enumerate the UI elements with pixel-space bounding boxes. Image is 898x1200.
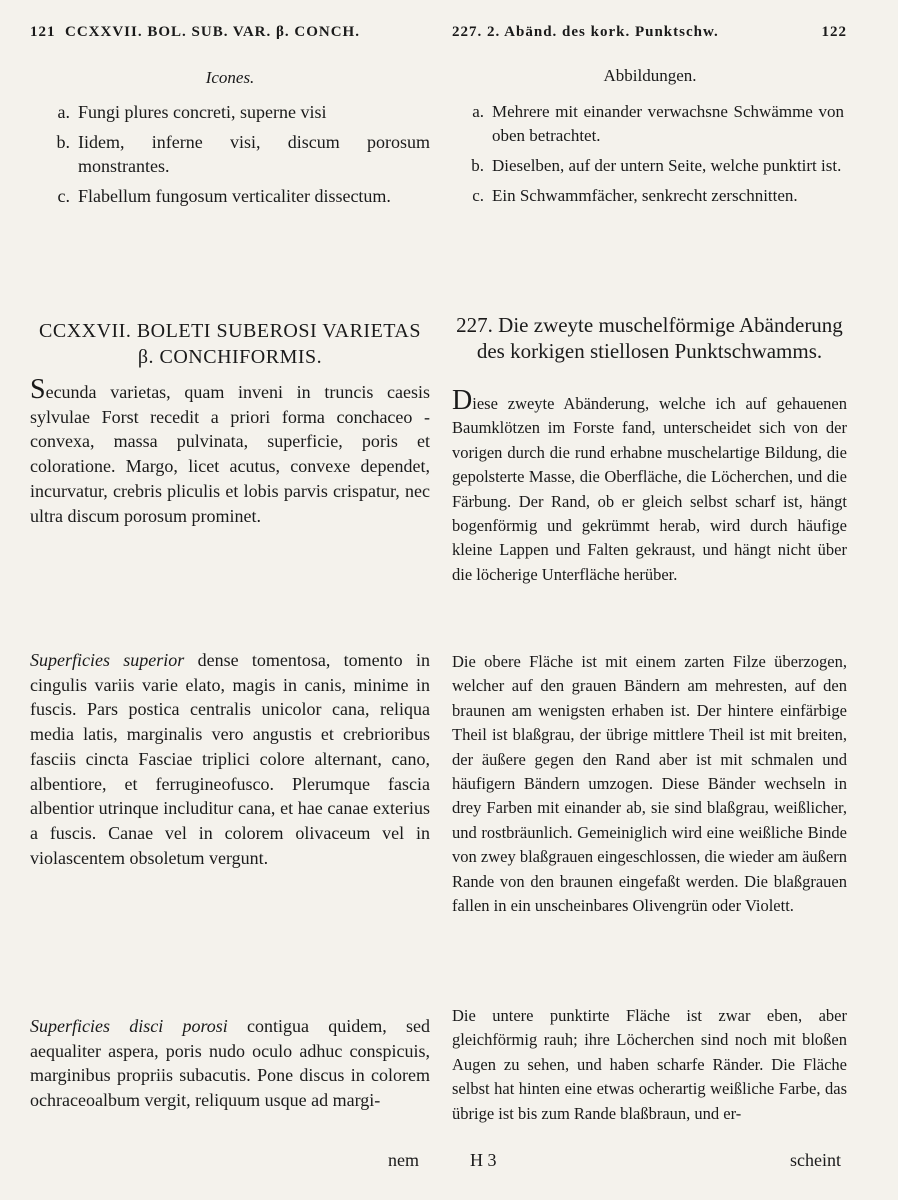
drop-initial: D xyxy=(452,385,473,416)
page-number-right: 122 xyxy=(821,24,847,40)
page-number-left: 121 xyxy=(30,24,56,40)
icones-heading: Icones. xyxy=(205,68,255,87)
german-paragraph-3: Die untere punktirte Fläche ist zwar eben, aber gleichförmig rauh; ihre Löcherchen sind noch mit bloßen Augen zu sehen, und haben scharfe Ränder. Die Fläche selbst hat hinten eine etwas ocherartig weißliche Farbe, das übrige ist bis zum Rande blaßbraun, und er- xyxy=(452,1006,847,1123)
latin-last-word: nem xyxy=(388,1150,419,1170)
running-header-right xyxy=(452,24,847,41)
icones-list xyxy=(40,100,430,214)
abbildungen-heading: Abbildungen. xyxy=(603,66,697,85)
list-item: b. Iidem, inferne visi, discum porosum monstrantes. xyxy=(56,132,430,176)
latin-paragraph-2: Superficies superior dense tomentosa, tomento in cingulis variis varie elato, magis in canis, minime in fuscis. Pars postica centralis unicolor cana, reliqua media latis, marginalis vero angustis et crebrioribus fasciis cincta Fasciae triplici colore alternant, cano, albentiore, et ferrugineofusco. Plerumque fascia albentior utrinque includitur cana, et hae canae exterius a fuscis. Canae vel in colorem olivaceum vel in violascentem obsoletum vergunt. xyxy=(30,650,430,868)
german-paragraph-1: Diese zweyte Abänderung, welche ich auf gehauenen Baumklötzen im Forste fand, unterscheidet sich von der vorigen durch die rund erhabne muschelartige Bildung, die gepolsterte Masse, die Oberfläche, die Löcherchen, und die Färbung. Der Rand, ob er gleich selbst scharf ist, hängt bogenförmig und gekrümmt herab, wird durch häufige kleine Lappen und Falten gekraust, und hängt nicht über die löcherige Unterfläche herüber. xyxy=(452,385,847,584)
lead-term: Superficies superior xyxy=(30,650,185,670)
drop-initial: S xyxy=(30,374,46,405)
section-title-latin: CCXXVII. BOLETI SUBEROSI VARIETAS β. CONCHIFORMIS. xyxy=(39,320,421,368)
signature-mark: H 3 xyxy=(470,1150,497,1170)
latin-paragraph-3: Superficies disci porosi contigua quidem, sed aequaliter aspera, poris nudo oculo adhuc conspicuis, marginibus propriis subacutis. Pone discus in colorem ochraceoalbum vergit, reliquum usque ad margi- xyxy=(30,1016,431,1111)
list-item: a. Mehrere mit einander verwachsne Schwämme von oben betrachtet. xyxy=(472,102,844,145)
list-item: b. Dieselben, auf der untern Seite, welche punktirt ist. xyxy=(471,156,842,175)
running-title-left: CCXXVII. BOL. SUB. VAR. β. CONCH. xyxy=(65,24,360,40)
list-item: a. Fungi plures concreti, superne visi xyxy=(57,102,327,122)
running-title-right: 227. 2. Abänd. des kork. Punktschw. xyxy=(452,24,719,40)
catchword: scheint xyxy=(790,1150,841,1170)
abbildungen-list xyxy=(454,100,844,214)
german-paragraph-2: Die obere Fläche ist mit einem zarten Filze überzogen, welcher auf den grauen Bändern am mehresten, auf den braunen am wenigsten erhaben ist. Der hintere einfärbige Theil ist blaßgrau, der übrige mittlere Theil ist mit breiten, der äußere gegen den Rand aber ist mit schmalen und häufigern Bändern umzogen. Diese Bänder wechseln in drey Farben mit einander ab, sie sind blaßgrau, weißlicher, und rostbräunlich. Gemeiniglich wird eine weißliche Binde von zwey blaßgrauen eingeschlossen, die wieder am äußern Rande von den braunen eingefaßt werden. Die blaßgrauen fallen in ein unscheinbares Olivengrün oder Violett. xyxy=(452,652,847,916)
section-title-german: 227. Die zweyte muschelförmige Abänderung des korkigen stiellosen Punktschwamms. xyxy=(456,313,843,363)
list-item: c. Flabellum fungosum verticaliter dissectum. xyxy=(57,186,391,206)
list-item: c. Ein Schwammfächer, senkrecht zerschnitten. xyxy=(472,186,798,205)
lead-term: Superficies disci porosi xyxy=(30,1016,228,1036)
running-header-left xyxy=(30,24,430,41)
latin-paragraph-1: Secunda varietas, quam inveni in truncis caesis sylvulae Forst recedit a priori forma conchaceo - convexa, massa pulvinata, superficie, poris et coloratione. Margo, licet acutus, convexe dependet, incurvatur, crebris pliculis et lobis parvis crispatur, nec ultra discum porosum prominet. xyxy=(30,374,430,526)
